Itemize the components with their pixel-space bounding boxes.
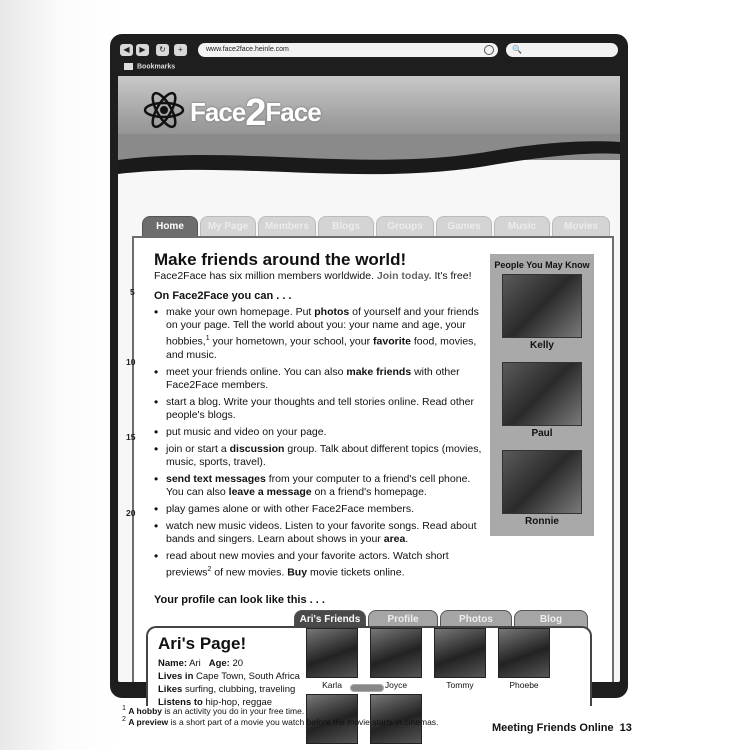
profile-likes [158, 684, 295, 695]
tab-members[interactable]: Members [258, 216, 316, 236]
bookmarks-bar[interactable] [124, 63, 175, 70]
tab-my-page[interactable]: My Page [200, 216, 256, 236]
likes-value: surfing, clubbing, traveling [184, 684, 296, 695]
friend-name: Phoebe [509, 680, 539, 690]
tab-groups[interactable]: Groups [376, 216, 434, 236]
feature-item: • start a blog. Write your thoughts and tell stories online. Read other people's blogs. [154, 396, 482, 422]
features-subhead: On Face2Face you can . . . [154, 290, 292, 302]
footnote-1-text: is an activity you do in your free time. [164, 705, 305, 716]
tab-blogs[interactable]: Blogs [318, 216, 374, 236]
intro-free: It's free! [434, 270, 472, 282]
tab-movies[interactable]: Movies [552, 216, 610, 236]
site-nav-tabs [142, 216, 614, 236]
browser-toolbar [118, 42, 620, 58]
footnote-2-term: A preview [128, 716, 169, 727]
people-you-may-know-panel [490, 254, 594, 536]
footnote-2-num: 2 [122, 715, 126, 723]
add-tab-icon[interactable]: + [174, 44, 187, 56]
line-number: 20 [126, 508, 136, 518]
friend-tommy[interactable] [434, 628, 486, 690]
tab-profile[interactable]: Profile [368, 610, 438, 628]
age-value: 20 [232, 658, 244, 669]
feature-item: • make your own homepage. Put photos of yourself and your friends on your page. Tell the world about you: your name and age, your hobbies,$^1$ your hometown, your school, your favorite food, movies, and music. [154, 306, 482, 362]
friend-name: Tommy [446, 680, 474, 690]
name-value: Ari [189, 658, 201, 669]
tab-home[interactable]: Home [142, 216, 198, 236]
back-icon[interactable]: ◀ [120, 44, 133, 56]
reload-icon[interactable] [484, 45, 494, 55]
atom-logo-icon [142, 88, 186, 132]
feature-item: • watch new music videos. Listen to your favorite songs. Read about bands and singers. Learn about shows in your area. [154, 520, 482, 546]
logo-part-3: Face [265, 97, 321, 127]
url-bar[interactable] [198, 43, 498, 57]
listens-label: Listens to [158, 697, 203, 708]
profile-lives [158, 671, 300, 682]
friend-photo [370, 628, 422, 678]
tab-photos[interactable]: Photos [440, 610, 512, 628]
line-number: 5 [130, 287, 135, 297]
person-photo [502, 362, 582, 426]
intro-sentence: Face2Face has six million members worldwide. [154, 270, 374, 282]
tab-blog[interactable]: Blog [514, 610, 588, 628]
page-number: 13 [619, 722, 632, 734]
feature-item: • put music and video on your page. [154, 426, 482, 439]
person-name: Kelly [530, 340, 554, 351]
tab-games[interactable]: Games [436, 216, 492, 236]
friend-name: Joyce [384, 680, 408, 690]
profile-label: Your profile can look like this . . . [154, 594, 325, 606]
people-title: People You May Know [494, 260, 590, 270]
tab-music[interactable]: Music [494, 216, 550, 236]
banner-wave [118, 134, 620, 194]
page-footer [492, 722, 632, 734]
logo-part-1: Face [190, 97, 246, 127]
bookmarks-label: Bookmarks [137, 63, 176, 71]
feature-item: • play games alone or with other Face2Face members. [154, 503, 482, 516]
search-input[interactable] [506, 43, 618, 57]
person-photo [502, 450, 582, 514]
scroll-handle[interactable] [350, 684, 384, 692]
home-content [132, 236, 614, 708]
webpage-viewport [118, 76, 620, 708]
person-photo [502, 274, 582, 338]
person-card-ronnie[interactable] [502, 450, 582, 527]
footnote-2 [122, 715, 438, 727]
join-today-link[interactable]: Join today. [376, 270, 432, 282]
likes-label: Likes [158, 684, 183, 695]
profile-title: Ari's Page! [158, 634, 247, 653]
intro-text [154, 270, 472, 282]
feature-item: • send text messages from your computer to a friend's cell phone. You can also leave a message on a friend's homepage. [154, 473, 482, 499]
person-name: Paul [531, 428, 553, 439]
friend-name: Karla [322, 680, 342, 690]
friend-photo [498, 628, 550, 678]
forward-icon[interactable]: ▶ [136, 44, 149, 56]
listens-value: hip-hop, reggae [205, 697, 273, 708]
features-list [154, 306, 482, 583]
browser-window [110, 34, 628, 708]
page-headline: Make friends around the world! [154, 250, 407, 269]
footnote-1-term: A hobby [128, 705, 162, 716]
site-logo[interactable] [190, 92, 321, 135]
line-number: 15 [126, 432, 136, 442]
footnote-1-num: 1 [122, 704, 126, 712]
friend-joyce[interactable] [370, 628, 422, 690]
feature-item: • join or start a discussion group. Talk about different topics (movies, music, sports, travel). [154, 443, 482, 469]
person-card-kelly[interactable] [502, 274, 582, 351]
friend-photo [306, 628, 358, 678]
age-label: Age: [208, 658, 230, 669]
profile-preview [146, 626, 592, 706]
footnote-2-text: is a short part of a movie you watch before the movie starts in cinemas. [170, 716, 439, 727]
person-card-paul[interactable] [502, 362, 582, 439]
feature-item: • meet your friends online. You can also make friends with other Face2Face members. [154, 366, 482, 392]
footer-section: Meeting Friends Online [492, 722, 614, 734]
lives-label: Lives in [158, 671, 194, 682]
tab-aris-friends[interactable]: Ari's Friends [294, 610, 366, 628]
refresh-icon[interactable]: ↻ [156, 44, 169, 56]
feature-item: • read about new movies and your favorite actors. Watch short previews$^2$ of new movies. Buy movie tickets online. [154, 550, 482, 580]
profile-name-age [158, 658, 243, 669]
friend-karla[interactable] [306, 628, 358, 690]
logo-part-2: 2 [245, 92, 266, 134]
line-number: 10 [126, 357, 136, 367]
person-name: Ronnie [525, 516, 559, 527]
friend-photo [434, 628, 486, 678]
name-label: Name: [158, 658, 188, 669]
lives-value: Cape Town, South Africa [196, 671, 300, 682]
url-text: www.face2face.heinle.com [206, 46, 289, 53]
friend-phoebe[interactable] [498, 628, 550, 690]
search-icon: 🔍 [512, 45, 522, 54]
bookmark-icon [124, 63, 133, 70]
